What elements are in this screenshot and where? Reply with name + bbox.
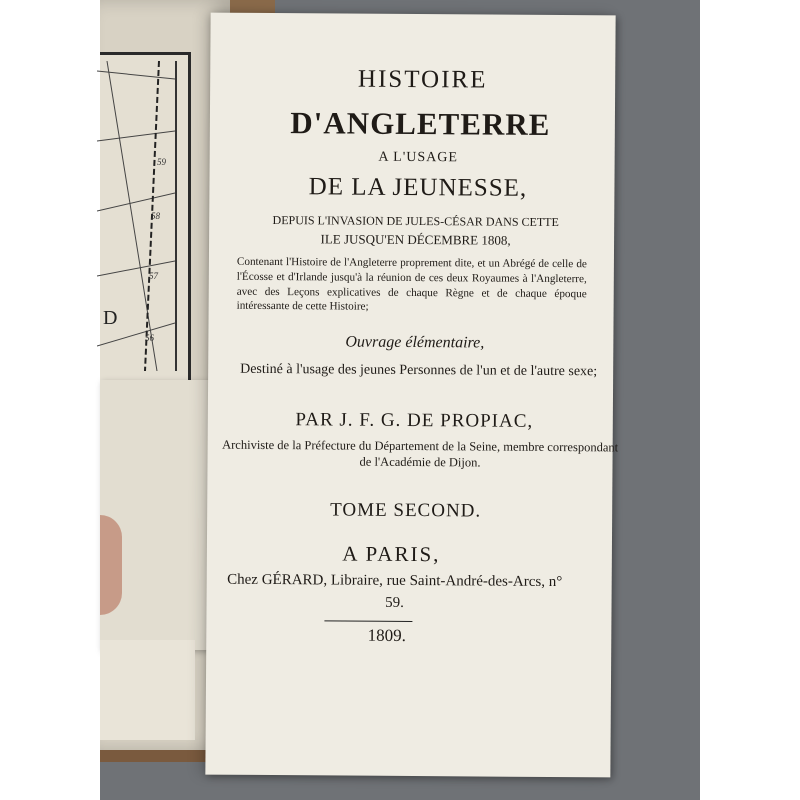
title-line-2: D'ANGLETERRE xyxy=(290,105,551,142)
subtitle-depuis: DEPUIS L'INVASION DE JULES-CÉSAR DANS CETTE xyxy=(272,213,559,230)
background-right xyxy=(700,0,800,800)
subtitle-ile: ILE JUSQU'EN DÉCEMBRE 1808, xyxy=(320,231,511,248)
imprint-rule xyxy=(324,620,412,622)
audience-text: Destiné à l'usage des jeunes Personnes de l'un et de l'autre sexe; xyxy=(240,361,598,380)
map-number: 58 xyxy=(151,211,160,221)
title-line-1: HISTOIRE xyxy=(357,65,488,94)
imprint-date: 1809. xyxy=(367,625,407,645)
left-page-lower xyxy=(100,640,195,740)
volume-label: TOME SECOND. xyxy=(330,499,482,522)
map-letter: D xyxy=(103,307,118,329)
background-left xyxy=(0,0,100,800)
subtitle-jeunesse: DE LA JEUNESSE, xyxy=(308,173,528,202)
folded-map-flap xyxy=(100,380,220,650)
folded-map xyxy=(100,52,191,388)
map-number: 56 xyxy=(145,333,154,343)
thumb xyxy=(100,515,122,615)
map-frame xyxy=(97,61,177,371)
map-number: 59 xyxy=(157,157,166,167)
imprint-city: A PARIS, xyxy=(342,541,441,567)
work-type: Ouvrage élémentaire, xyxy=(345,333,485,352)
title-page xyxy=(205,13,619,778)
author-line: PAR J. F. G. DE PROPIAC, xyxy=(295,409,534,432)
map-number: 57 xyxy=(149,271,158,281)
author-credentials: Archiviste de la Préfecture du Département de la Seine, membre correspondant de l'Académie de Dijon. xyxy=(222,437,619,470)
contents-paragraph: Contenant l'Histoire de l'Angleterre proprement dite, et un Abrégé de celle de l'Écosse et d'Irlande jusqu'à la réunion de ces deux Royaumes à l'Angleterre, avec des Leçons explicatives de chaque Règne et de chaque époque intéressante de cette Histoire; xyxy=(236,255,587,314)
imprint-publisher: Chez GÉRARD, Libraire, rue Saint-André-des-Arcs, n° 59. xyxy=(227,571,563,611)
subtitle-a-usage: A L'USAGE xyxy=(378,149,459,166)
